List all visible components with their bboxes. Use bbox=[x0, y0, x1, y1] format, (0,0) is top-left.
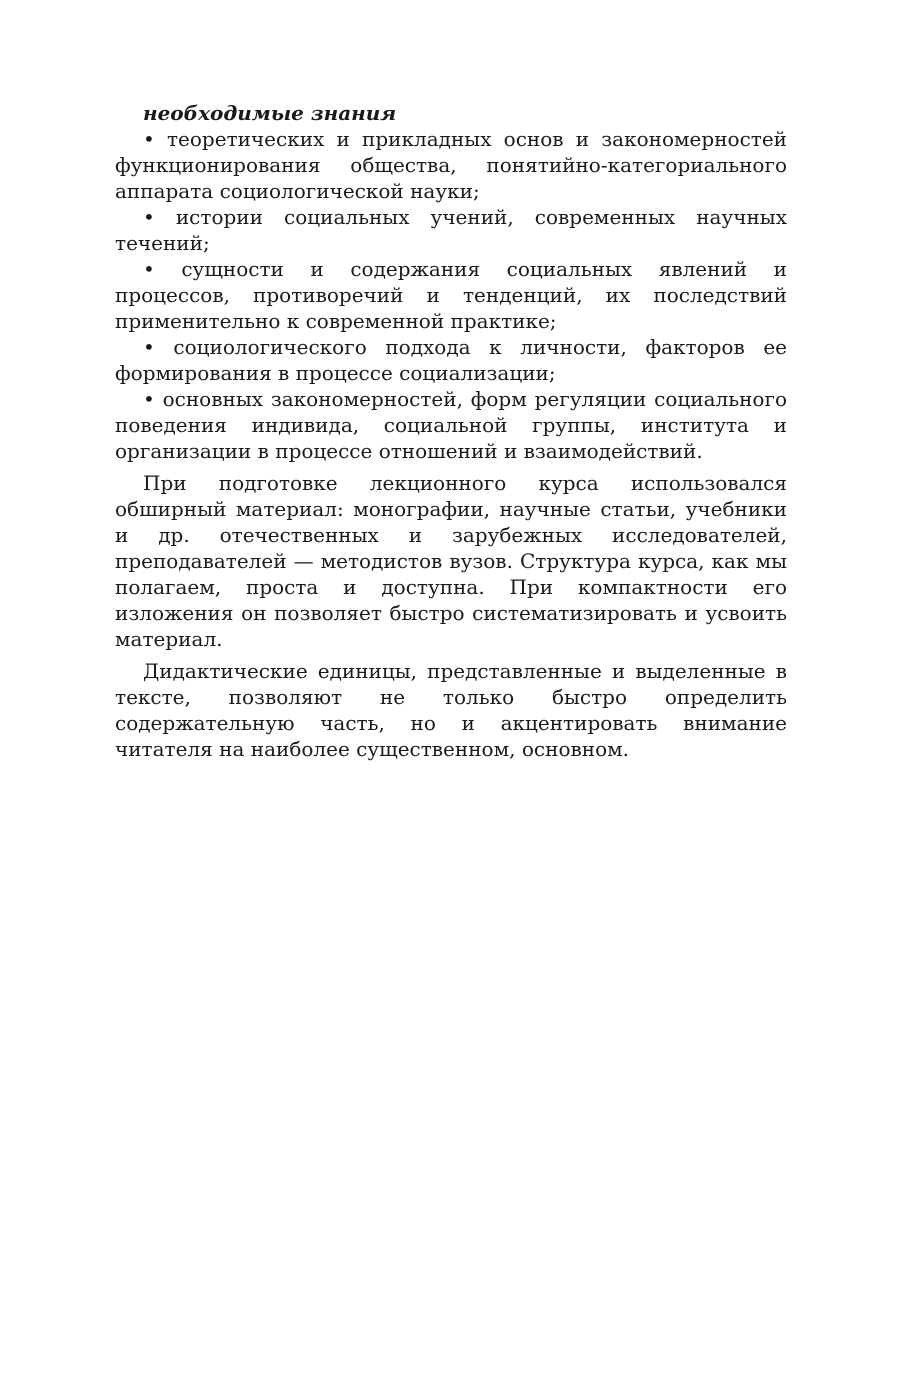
bullet-item: • сущности и содержания социальных явлений и процессов, противоречий и тенденций, их последствий применительно к современной практике; bbox=[115, 257, 787, 333]
body-paragraph: Дидактические единицы, представленные и выделенные в тексте, позволяют не только быстро определить содержательную часть, но и акцентировать внимание читателя на наиболее существенном, основном. bbox=[115, 659, 787, 761]
bullet-item: • теоретических и прикладных основ и закономерностей функционирования общества, понятийно-категориального аппарата социологической науки; bbox=[115, 127, 787, 203]
bullet-item: • истории социальных учений, современных научных течений; bbox=[115, 205, 787, 255]
bullet-item: • социологического подхода к личности, факторов ее формирования в процессе социализации; bbox=[115, 335, 787, 385]
body-paragraph: При подготовке лекционного курса использовался обширный материал: монографии, научные статьи, учебники и др. отечественных и зарубежных исследователей, преподавателей — методистов вузов. Структура курса, как мы полагаем, проста и доступна. При компактности его изложения он позволяет быстро систематизировать и усвоить материал. bbox=[115, 471, 787, 651]
document-page bbox=[115, 100, 787, 762]
section-heading: необходимые знания bbox=[143, 101, 397, 125]
bullet-item: • основных закономерностей, форм регуляции социального поведения индивида, социальной группы, института и организации в процессе отношений и взаимодействий. bbox=[115, 387, 787, 463]
